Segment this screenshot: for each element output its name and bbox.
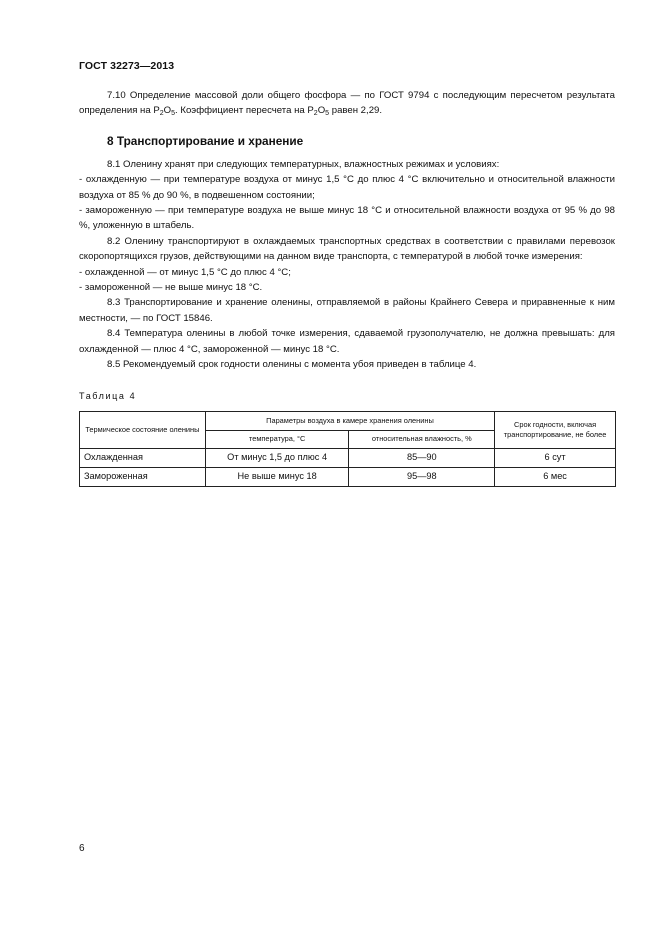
table-cell: 6 сут bbox=[495, 448, 616, 467]
table-cell: 6 мес bbox=[495, 467, 616, 486]
document-header: ГОСТ 32273—2013 bbox=[79, 60, 175, 72]
table-header-params: Параметры воздуха в камере хранения оленины bbox=[205, 411, 494, 430]
document-body bbox=[79, 88, 615, 487]
table-caption: Таблица 4 bbox=[79, 390, 137, 401]
paragraph-8-4: 8.4 Температура оленины в любой точке измерения, сдаваемой грузополучателю, не должна превышать: для охлажденной — плюс 4 °С, замороженной — минус 18 °С. bbox=[79, 328, 615, 355]
list-item-chilled-transport: - охлажденной — от минус 1,5 °С до плюс 4 °С; bbox=[79, 266, 291, 278]
paragraph-8-1: 8.1 Оленину хранят при следующих температурных, влажностных режимах и условиях: bbox=[107, 158, 500, 170]
table-cell: Охлажденная bbox=[80, 448, 206, 467]
list-item-frozen-transport: - замороженной — не выше минус 18 °С. bbox=[79, 282, 263, 294]
table-header-temperature: температура, °С bbox=[205, 430, 349, 448]
table-cell: 95—98 bbox=[349, 467, 495, 486]
paragraph-8-2: 8.2 Оленину транспортируют в охлаждаемых транспортных средствах в соответствии с правилами перевозок скоропортящихся грузов, действующими на данном виде транспорта, с температурой в любой точке измерения: bbox=[79, 235, 615, 263]
shelf-life-table bbox=[79, 411, 616, 487]
table-header-humidity: относительная влажность, % bbox=[349, 430, 495, 448]
table-header-shelf-life: Срок годности, включая транспортирование, не более bbox=[495, 411, 616, 448]
table-cell: От минус 1,5 до плюс 4 bbox=[205, 448, 349, 467]
paragraph-8-3: 8.3 Транспортирование и хранение оленины, отправляемой в районы Крайнего Севера и приравненные к ним местности, — по ГОСТ 15846. bbox=[79, 297, 615, 324]
table-cell: 85—90 bbox=[349, 448, 495, 467]
table-cell: Замороженная bbox=[80, 467, 206, 486]
list-item-chilled-storage: - охлажденную — при температуре воздуха от минус 1,5 °С до плюс 4 °С включительно и относительной влажности воздуха от 85 % до 90 %, в подвешенном состоянии; bbox=[79, 174, 615, 201]
table-header-state: Термическое состояние оленины bbox=[80, 411, 206, 448]
list-item-frozen-storage: - замороженную — при температуре воздуха не выше минус 18 °С и относительной влажности воздуха от 95 % до 98 %, уложенную в штабель. bbox=[79, 205, 615, 232]
paragraph-8-5: 8.5 Рекомендуемый срок годности оленины с момента убоя приведен в таблице 4. bbox=[107, 359, 477, 371]
page-number: 6 bbox=[79, 843, 85, 854]
table-row bbox=[80, 467, 616, 486]
paragraph-7-10: 7.10 Определение массовой доли общего фосфора — по ГОСТ 9794 с последующим пересчетом результата определения на $Р_2О_5$. Коэффициент пересчета на $Р_2О_5$ равен 2,29. bbox=[79, 90, 615, 118]
section-title: 8 Транспортирование и хранение bbox=[107, 133, 304, 148]
table-row bbox=[80, 448, 616, 467]
table-cell: Не выше минус 18 bbox=[205, 467, 349, 486]
